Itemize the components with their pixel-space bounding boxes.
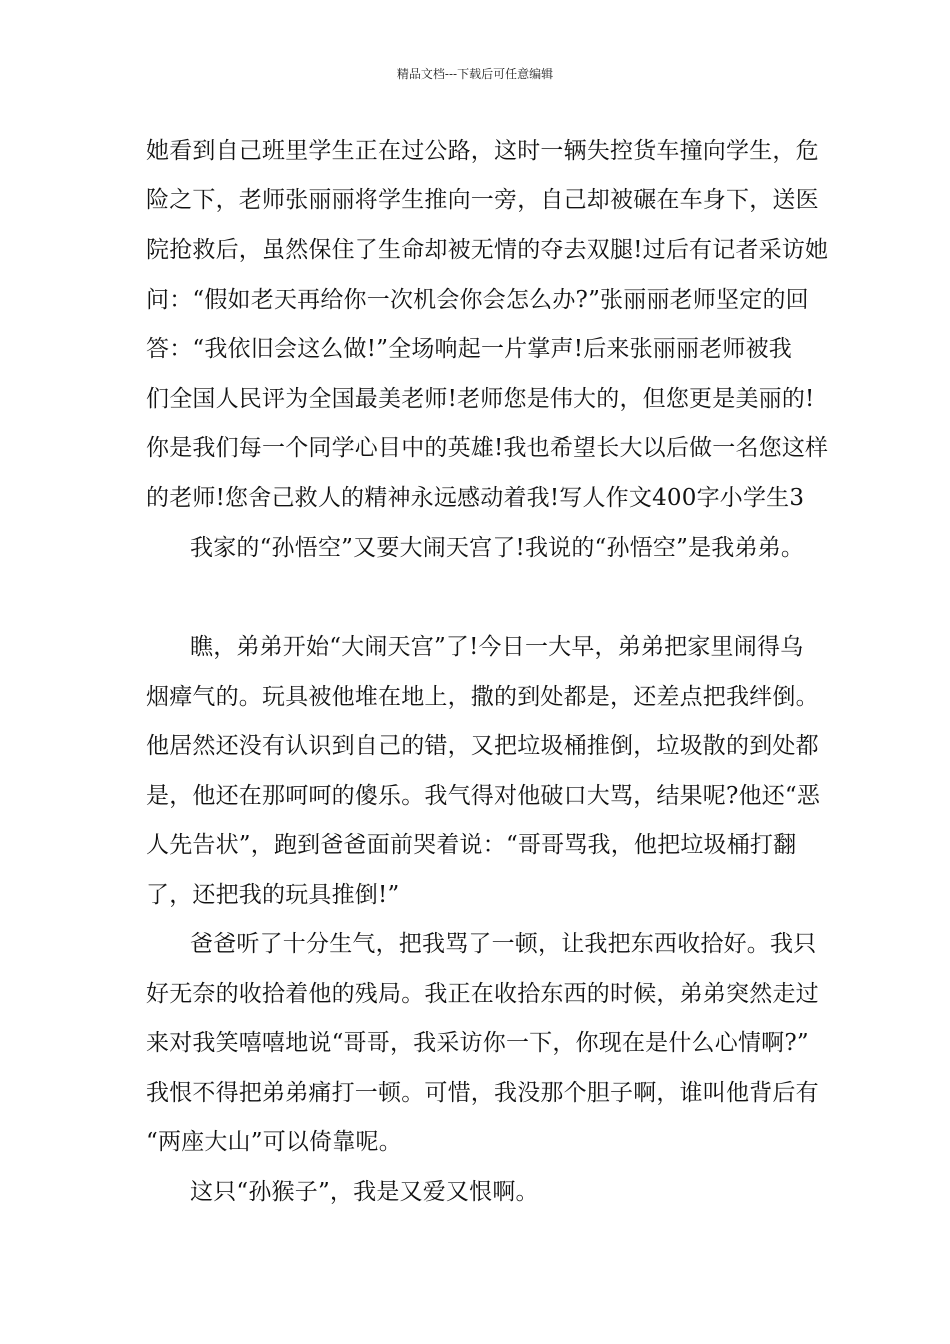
text-line: 了，还把我的玩具推倒!” [146,882,400,908]
text-line: 她看到自己班里学生正在过公路，这时一辆失控货车撞向学生，危 [146,138,819,164]
paragraph-first-line: 我家的“孙悟空”又要大闹天宫了!我说的“孙悟空”是我弟弟。 [190,535,805,561]
text-line: 我恨不得把弟弟痛打一顿。可惜，我没那个胆子啊，谁叫他背后有 [146,1080,819,1106]
text-line: 好无奈的收拾着他的残局。我正在收拾东西的时候，弟弟突然走过 [146,981,819,1007]
text-line: 答：“我依旧会这么做!”全场响起一片掌声!后来张丽丽老师被我 [146,336,793,362]
text-line: 问：“假如老天再给你一次机会你会怎么办?”张丽丽老师坚定的回 [146,287,809,313]
text-line: 们全国人民评为全国最美老师!老师您是伟大的，但您更是美丽的! [146,386,815,412]
text-line: 他居然还没有认识到自己的错，又把垃圾桶推倒，垃圾散的到处都 [146,733,819,759]
text-line: 的老师!您舍己救人的精神永远感动着我!写人作文400字小学生3 [146,485,805,511]
page-header: 精品文档---下载后可任意编辑 [396,67,554,81]
text-line: 院抢救后，虽然保住了生命却被无情的夺去双腿!过后有记者采访她 [146,237,829,263]
text-line: 来对我笑嘻嘻地说“哥哥，我采访你一下，你现在是什么心情啊?” [146,1030,809,1056]
text-line: 险之下，老师张丽丽将学生推向一旁，自己却被碾在车身下，送医 [146,187,819,213]
text-line: 是，他还在那呵呵的傻乐。我气得对他破口大骂，结果呢?他还“恶 [146,783,821,809]
paragraph-first-line: 这只“孙猴子”，我是又爱又恨啊。 [190,1179,539,1205]
text-line: 你是我们每一个同学心目中的英雄!我也希望长大以后做一名您这样 [146,435,829,461]
paragraph-first-line: 瞧，弟弟开始“大闹天宫”了!今日一大早，弟弟把家里闹得乌 [190,634,804,660]
text-line: 人先告状”，跑到爸爸面前哭着说：“哥哥骂我，他把垃圾桶打翻 [146,832,797,858]
paragraph-first-line: 爸爸听了十分生气，把我骂了一顿，让我把东西收拾好。我只 [190,931,817,957]
text-line: “两座大山”可以倚靠呢。 [146,1129,402,1155]
text-line: 烟瘴气的。玩具被他堆在地上，撒的到处都是，还差点把我绊倒。 [146,684,819,710]
